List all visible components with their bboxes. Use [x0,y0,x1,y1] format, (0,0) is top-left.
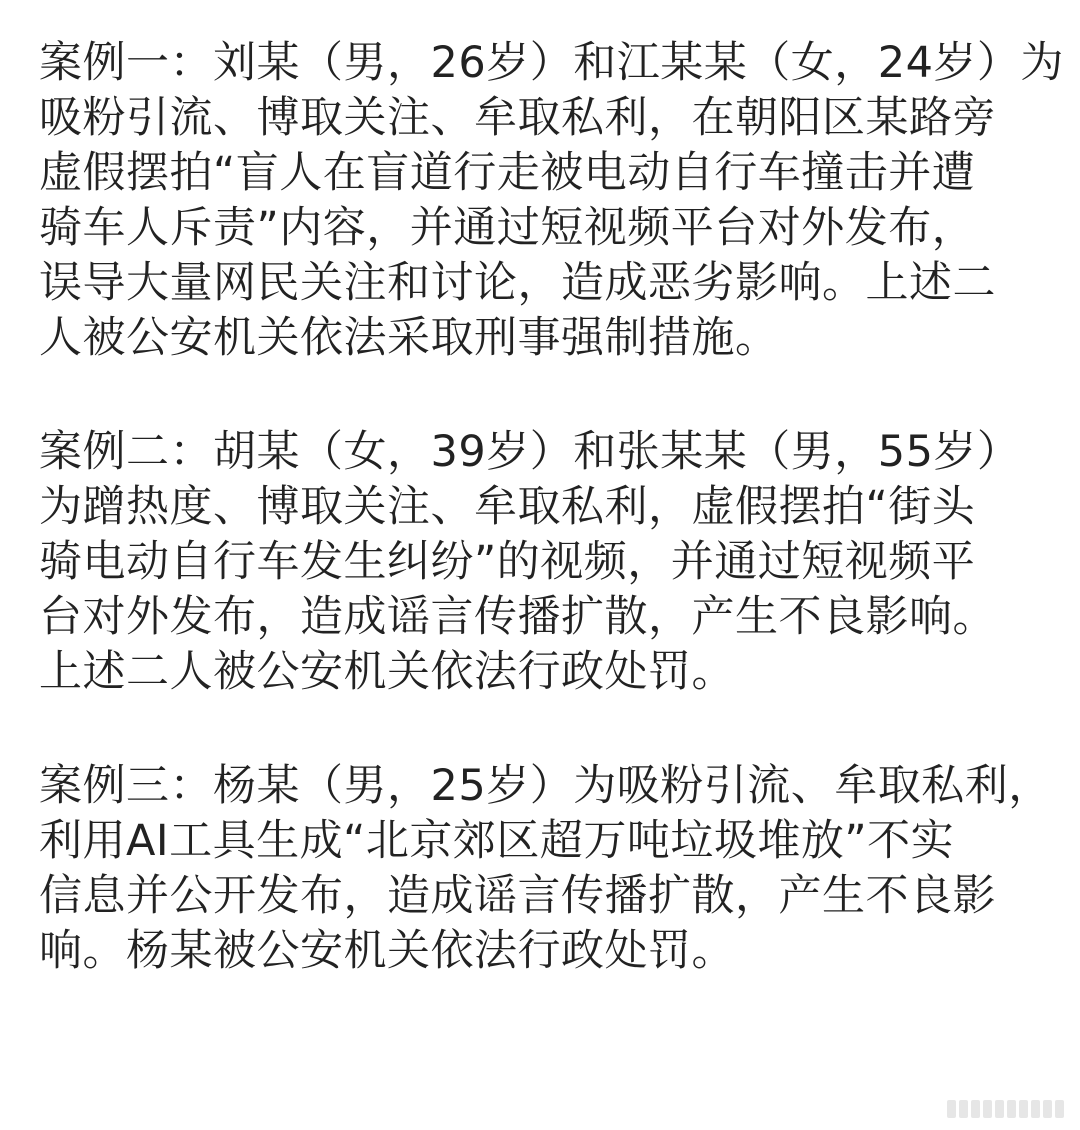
text-line: 案例三：杨某（男，25岁）为吸粉引流、牟取私利， [39,761,1052,811]
article-body [39,36,1064,979]
text-line: 误导大量网民关注和讨论，造成恶劣影响。上述二 [39,258,996,308]
text-line: 为蹭热度、博取关注、牟取私利，虚假摆拍“街头 [39,482,976,532]
case-one-paragraph [39,36,1064,366]
text-line: 信息并公开发布，造成谣言传播扩散，产生不良影 [39,871,996,921]
text-line: 虚假摆拍“盲人在盲道行走被电动自行车撞击并遭 [39,148,976,198]
watermark-logo [947,1100,1064,1118]
case-three-paragraph [39,759,1052,979]
text-line: 骑电动自行车发生纠纷”的视频，并通过短视频平 [39,537,976,587]
text-line: 吸粉引流、博取关注、牟取私利，在朝阳区某路旁 [39,93,996,143]
text-line: 案例二：胡某（女，39岁）和张某某（男，55岁） [39,427,1021,477]
text-line: 利用AI工具生成“北京郊区超万吨垃圾堆放”不实 [39,816,955,866]
text-line: 骑车人斥责”内容，并通过短视频平台对外发布， [39,203,976,253]
case-two-paragraph [39,425,1049,700]
text-line: 响。杨某被公安机关依法行政处罚。 [39,926,735,976]
watermark-bars-icon [947,1100,1064,1118]
text-line: 台对外发布，造成谣言传播扩散，产生不良影响。 [39,592,996,642]
text-line: 上述二人被公安机关依法行政处罚。 [39,647,735,697]
text-line: 人被公安机关依法采取刑事强制措施。 [39,313,779,363]
text-line: 案例一：刘某（男，26岁）和江某某（女，24岁）为 [39,38,1064,88]
